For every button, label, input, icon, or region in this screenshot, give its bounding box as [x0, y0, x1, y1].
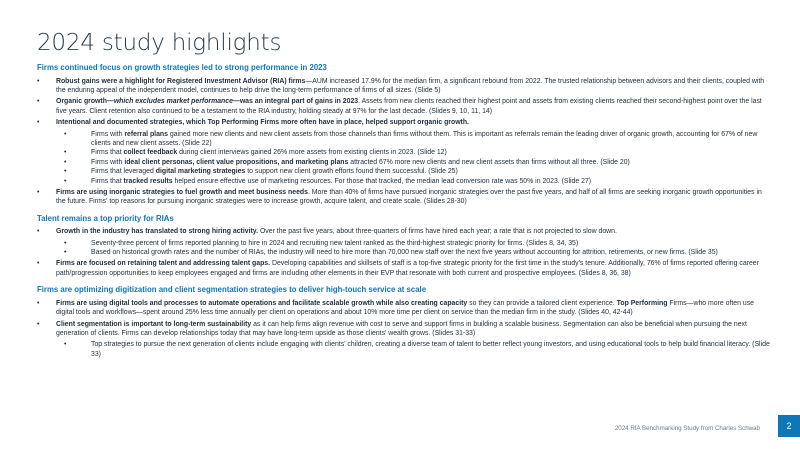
bullet-bold-text: Intentional and documented strategies, which Top Performing Firms more often have in place, helped support organic growth.: [56, 119, 469, 127]
sub-bullet-text: Firms with: [91, 158, 125, 166]
sub-bullet-text: during client interviews gained 26% more assets from existing clients in 2023. (Slide 12): [177, 149, 447, 157]
bullet-text: Over the past five years, about three-quarters of firms have hired each year; a rate that is not projected to slow down.: [258, 228, 617, 236]
bullet-icon: •: [37, 188, 40, 196]
bullet-text: . Assets from new clients reached their highest point and assets from existing clients reached their second-highest point over the last five years. Client retention also continued to be a testament to the RIA industry, holding steady at 97% for the last decade. (Slides 9, 10, 11, 14): [56, 98, 762, 115]
bullet-icon: •: [64, 168, 67, 176]
bullet-bold-text: Growth in the industry has translated to strong hiring activity.: [56, 228, 259, 236]
sub-bullet-item: [37, 167, 773, 176]
bullet-item: [37, 77, 773, 96]
sub-bullet-text: Top strategies to pursue the next generation of clients include engaging with clients' children, creating a diverse team of talent to better reflect young investors, and using educational tools to help build financial literacy. (Slide 33): [91, 341, 770, 358]
bullet-bold-text: Robust gains were a highlight for Registered Investment Advisor (RIA) firms: [56, 77, 306, 85]
sub-bullet-text: Firms that: [91, 149, 124, 157]
bullet-italic-text: which excludes market performance: [113, 98, 233, 106]
sub-bullet-item: [37, 239, 773, 248]
bullet-item: [37, 320, 773, 339]
section-heading: Firms continued focus on growth strategies led to strong performance in 2023: [37, 63, 327, 72]
page-title: 2024 study highlights: [37, 30, 282, 56]
bullet-bold-text: Top Performing: [614, 299, 668, 307]
bullet-item: [37, 259, 773, 278]
bullet-bold-text: Firms are focused on retaining talent and addressing talent gaps.: [56, 260, 271, 268]
bullet-bold-text: —was an integral part of gains in 2023: [232, 98, 359, 106]
bullet-bold-text: Organic growth—: [56, 98, 114, 106]
bullet-text: —AUM increased 17.9% for the median firm, a significant rebound from 2022. The trusted relationship between advisors and their clients, coupled with the enduring appeal of the independent model, continues to help drive the long-term performance of firms of all sizes. (Slide 5): [56, 77, 765, 94]
sub-bullet-bold-text: referral plans: [124, 130, 168, 138]
sub-bullet-text: Based on historical growth rates and the number of RIAs, the industry will need to hire more than 70,000 new staff over the next five years without accounting for attrition, retirements, or new firms. (Slide 35): [91, 249, 718, 257]
sub-bullet-bold-text: collect feedback: [123, 149, 178, 157]
bullet-text: Developing capabilities and skillsets of staff is a top-five strategic priority for the first time in the study's tenure. Additionally, 76% of firms reported offering career path/progression opportunities to keep employees engaged and firms are including other elements in their EVP that resonate with both current and prospective employees. (Slides 8, 36, 38): [56, 260, 759, 277]
bullet-bold-text: Client segmentation is important to long-term sustainability: [56, 320, 252, 328]
sub-bullet-item: [37, 248, 773, 257]
bullet-icon: •: [64, 158, 67, 166]
sub-bullet-item: [37, 158, 773, 167]
bullet-icon: •: [37, 299, 40, 307]
footer-source: 2024 RIA Benchmarking Study from Charles Schwab: [614, 425, 760, 432]
bullet-text: as it can help firms align revenue with cost to serve and support firms in building a scalable business. Segmentation can also be beneficial when pursuing the next generation of clients. Firms can develop relationships today that may have long-term upside as those clients' wealth grows. (Slides 31-33): [56, 320, 747, 337]
sub-bullet-item: [37, 130, 773, 149]
bullet-icon: •: [37, 228, 40, 236]
sub-bullet-text: Firms that leveraged: [91, 168, 156, 176]
bullet-icon: •: [64, 249, 67, 257]
bullet-icon: •: [64, 239, 67, 247]
content-body: [37, 63, 773, 359]
bullet-text: so they can provide a tailored client experience.: [467, 299, 615, 307]
bullet-bold-text: Firms are using inorganic strategies to fuel growth and meet business needs: [56, 188, 308, 196]
bullet-icon: •: [37, 260, 40, 268]
sub-bullet-text: to support new client growth efforts found them successful. (Slide 25): [245, 168, 458, 176]
sub-bullet-text: attracted 67% more new clients and new client assets than firms without all three. (Slide 20): [348, 158, 630, 166]
bullet-text: . More than 40% of firms have pursued inorganic strategies over the past five years, and half of all firms are seeking inorganic growth opportunities in the future. Firms' top reasons for pursuing inorganic strategies were to increase growth, acquire talent, and create scale. (Slides 28-30): [56, 188, 762, 206]
section-heading: Firms are optimizing digitization and client segmentation strategies to deliver high-touch service at scale: [37, 285, 427, 295]
sub-bullet-text: helped ensure effective use of marketing resources. For those that tracked, the median lead conversion rate was 50% in 2023. (Slide 27): [172, 177, 592, 185]
bullet-text: Firms—who more often use digital tools and workflows—spent around 25% less time annually per client on operations and about 10% more time per client on service than the median firm in the study. (Slides 40, 42-44): [56, 299, 754, 317]
bullet-icon: •: [64, 149, 67, 157]
sub-bullet-bold-text: tracked results: [123, 177, 173, 185]
sub-bullet-item: [37, 340, 773, 359]
bullet-item: [37, 188, 773, 207]
sub-bullet-item: [37, 177, 773, 186]
sub-bullet-text: Firms that: [91, 177, 124, 185]
bullet-icon: •: [64, 341, 67, 349]
bullet-item: [37, 97, 773, 116]
bullet-item: [37, 299, 773, 318]
bullet-bold-text: Firms are using digital tools and processes to automate operations and facilitate scalable growth while also creating capacity: [56, 299, 468, 307]
sub-bullet-item: [37, 148, 773, 157]
sub-bullet-bold-text: digital marketing strategies: [155, 168, 246, 176]
bullet-icon: •: [64, 177, 67, 185]
sub-bullet-text: gained more new clients and new client assets from those channels than firms without them. This is important as referrals remain the leading driver of organic growth, accounting for 67% of new clients and new client assets. (Slide 22): [91, 130, 758, 147]
section-growth-strategies: [37, 63, 773, 207]
bullet-icon: •: [37, 119, 40, 127]
bullet-icon: •: [37, 77, 40, 85]
section-heading: Talent remains a top priority for RIAs: [37, 213, 174, 223]
bullet-icon: •: [37, 320, 40, 328]
bullet-icon: •: [64, 130, 67, 138]
section-talent: [37, 214, 773, 279]
page-number: 2: [778, 415, 800, 437]
section-digitization: [37, 285, 773, 359]
bullet-item: [37, 227, 773, 236]
bullet-icon: •: [37, 98, 40, 106]
sub-bullet-bold-text: ideal client personas, client value propositions, and marketing plans: [124, 158, 349, 166]
sub-bullet-text: Seventy-three percent of firms reported planning to hire in 2024 and recruiting new talent ranked as the third-highest strategic priority for firms. (Slides 8, 34, 35): [91, 239, 579, 247]
sub-bullet-text: Firms with: [91, 130, 125, 138]
bullet-item: [37, 118, 773, 127]
